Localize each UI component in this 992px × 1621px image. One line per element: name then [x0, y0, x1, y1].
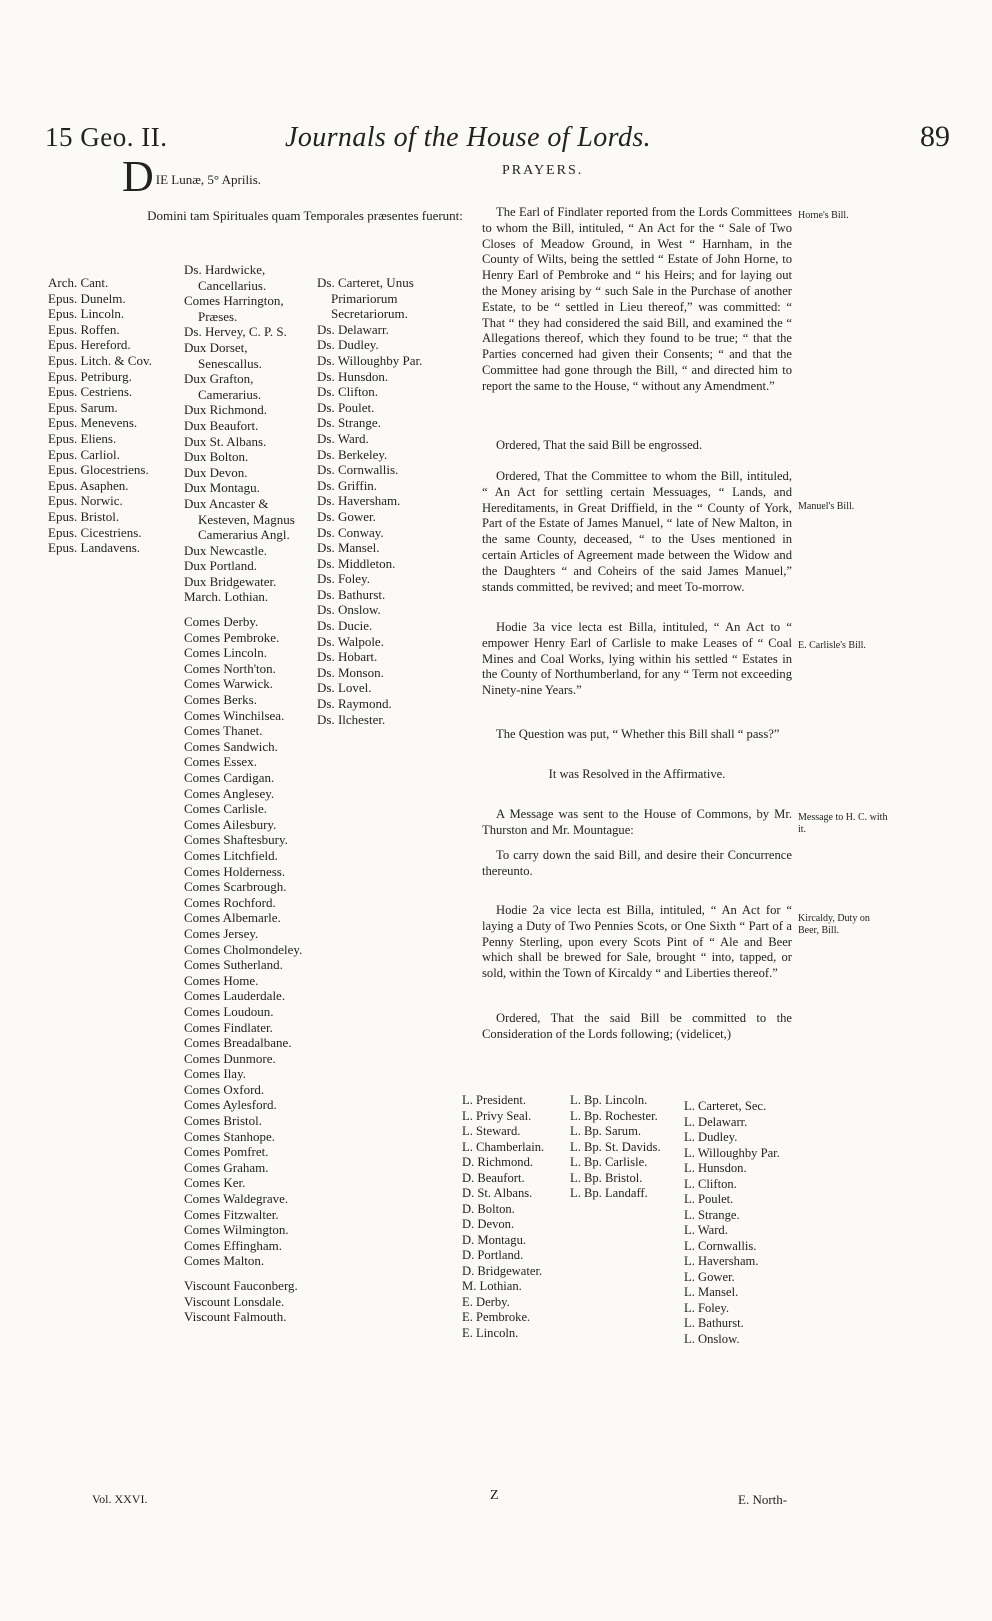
committee-baron: L. Onslow. [684, 1331, 740, 1346]
committee-baron: L. Strange. [684, 1207, 740, 1222]
horne-bill-order: Ordered, That the said Bill be engrossed. [496, 438, 703, 452]
manuel-bill-order: Ordered, That the Committee to whom the Bill, intituled, “ An Act for settling certain Messuages, “ Lands, and Hereditaments, in Great Driffield, in the “ County of York, Part of the Estate of James Manuel, “ late of New Malton, in the same County, deceased, “ to the Uses mentioned in certain Articles of Agreement made between the Widow and the Daughters “ and Coheirs of the said James Manuel,” stands committed, be revived; and meet To-morrow. [482, 469, 792, 594]
temporal-lords-list [184, 262, 314, 1325]
earl-entry: Comes Oxford. [184, 1081, 265, 1097]
committee-lord: L. Steward. [462, 1124, 521, 1138]
bishop-entry: Epus. Bristol. [48, 508, 120, 524]
duke-entry: Dux Montagu. [184, 480, 260, 496]
duke-entry: Dux Beaufort. [184, 417, 259, 433]
earl-entry: Comes Breadalbane. [184, 1035, 292, 1051]
committee-lord: L. Chamberlain. [462, 1139, 545, 1154]
earl-entry: Comes Lincoln. [184, 645, 268, 661]
earl-entry: Comes Findlater. [184, 1019, 273, 1035]
baron-entry: Ds. Willoughby Par. [317, 352, 423, 368]
committee-bishop: L. Bp. Bristol. [570, 1170, 643, 1185]
committee-bishop: L. Bp. Rochester. [570, 1108, 658, 1123]
committee-lord: D. Bolton. [462, 1201, 515, 1216]
baron-entry: Ds. Mansel. [317, 540, 380, 556]
bishop-entry: Epus. Glocestriens. [48, 462, 149, 478]
earl-entry: Comes Ailesbury. [184, 816, 277, 832]
committee-lord: L. President. [462, 1093, 527, 1107]
earl-entry: Comes Effingham. [184, 1237, 282, 1253]
baron-entry: Ds. Ward. [317, 430, 369, 446]
earl-entry: Comes Sutherland. [184, 957, 283, 973]
earl-entry: Comes Aylesford. [184, 1097, 277, 1113]
committee-baron: L. Poulet. [684, 1192, 734, 1206]
committee-baron: L. Hunsdon. [684, 1161, 747, 1175]
earl-entry: Comes Carlisle. [184, 801, 268, 817]
baron-entry: Ds. Walpole. [317, 633, 384, 649]
baron-entry: Ds. Berkeley. [317, 446, 388, 462]
duke-entry: Ds. Hardwicke, Cancellarius. [184, 262, 267, 293]
earl-entry: Comes Bristol. [184, 1113, 263, 1129]
committee-baron: L. Gower. [684, 1269, 735, 1284]
committee-lord: E. Lincoln. [462, 1325, 519, 1340]
drop-cap: D [122, 152, 154, 201]
baron-entry: Ds. Middleton. [317, 555, 396, 571]
question-put: The Question was put, “ Whether this Bill shall “ pass?” [496, 727, 780, 741]
committee-lord: D. Bridgewater. [462, 1263, 543, 1278]
earl-entry: Comes Anglesey. [184, 785, 275, 801]
margin-note-manuel: Manuel's Bill. [798, 501, 855, 512]
attendance-heading: Domini tam Spirituales quam Temporales præsentes fuerunt: [147, 208, 463, 223]
bishop-entry: Epus. Norwic. [48, 493, 123, 509]
committee-lord: D. Devon. [462, 1217, 515, 1231]
bishop-entry: Epus. Menevens. [48, 415, 138, 431]
earl-entry: Comes Dunmore. [184, 1050, 276, 1066]
duke-entry: Dux Bridgewater. [184, 573, 277, 589]
committee-baron: L. Mansel. [684, 1285, 739, 1299]
committee-lord: M. Lothian. [462, 1279, 522, 1293]
committee-baron: L. Haversham. [684, 1254, 759, 1268]
earl-entry: Comes Berks. [184, 692, 257, 708]
bishop-entry: Epus. Hereford. [48, 337, 131, 353]
earl-entry: Comes Cardigan. [184, 770, 275, 785]
baron-entry: Ds. Cornwallis. [317, 462, 399, 478]
committee-baron: L. Dudley. [684, 1130, 738, 1144]
earl-entry: Comes Ilay. [184, 1066, 246, 1082]
earl-entry: Comes Lauderdale. [184, 988, 286, 1004]
earl-entry: Comes Jersey. [184, 925, 259, 941]
baron-entry: Ds. Onslow. [317, 602, 381, 618]
committee-lord: E. Pembroke. [462, 1310, 531, 1324]
bishop-entry: Epus. Lincoln. [48, 306, 125, 322]
baron-entry: Ds. Clifton. [317, 384, 379, 400]
committee-baron: L. Carteret, Sec. [684, 1099, 767, 1113]
earl-entry: Comes Pomfret. [184, 1144, 269, 1160]
earl-entry: Comes Sandwich. [184, 738, 278, 754]
earl-entry: Comes Winchilsea. [184, 707, 285, 723]
bishop-entry: Epus. Landavens. [48, 540, 141, 556]
bishop-entry: Epus. Asaphen. [48, 477, 129, 493]
viscount-entry: Viscount Fauconberg. [184, 1278, 298, 1293]
earl-entry: Comes Scarbrough. [184, 879, 287, 895]
committal-order: Ordered, That the said Bill be committed to the Consideration of the Lords following; (videlicet,) [482, 1011, 792, 1041]
horne-bill-report: The Earl of Findlater reported from the Lords Committees to whom the Bill, intituled, “ An Act for the “ Sale of Two Closes of Meadow Ground, in West “ Harnham, in the County of Wilts, being the settled “ Estate of John Horne, to Henry Earl of Pembroke and “ his Heirs; and for laying out the Money arising by “ such Sale in the Purchase of another Estate, to be “ settled in Lieu thereof,” was committed: “ That “ they had considered the said Bill, and examined the “ Allegations thereof, which they found to be true; “ that the Parties concerned had given their Consents; “ and that the Committee had gone through the Bill, “ and directed him to report the same to the House, “ without any Amendment.” [482, 205, 792, 393]
earl-entry: Comes Waldegrave. [184, 1191, 289, 1207]
duke-entry: Dux Ancaster & Kesteven, Magnus Camerarius Angl. [184, 495, 295, 543]
earl-entry: Comes Malton. [184, 1253, 265, 1269]
baron-entry: Ds. Delawarr. [317, 321, 389, 337]
earl-entry: Comes Litchfield. [184, 847, 278, 863]
earl-entry: Comes Pembroke. [184, 629, 280, 645]
baron-entry: Ds. Foley. [317, 571, 370, 587]
baron-entry: Ds. Hunsdon. [317, 368, 389, 384]
kircaldy-bill-reading: Hodie 2a vice lecta est Billa, intituled, “ An Act for “ laying a Duty of Two Pennies Scots, or One Sixth “ Part of a Penny Sterling, upon every Scots Pint of “ Ale and Beer which shall be brewed for Sale, brought “ into, tapped, or sold, within the Town of Kircaldy “ and Liberties thereof.” [482, 903, 792, 981]
earl-entry: Comes Loudoun. [184, 1003, 274, 1019]
committee-column-barons [684, 1099, 780, 1347]
duke-entry: March. Lothian. [184, 589, 269, 605]
committee-bishop: L. Bp. Carlisle. [570, 1155, 648, 1169]
duke-entry: Dux St. Albans. [184, 433, 267, 449]
baron-entry: Ds. Conway. [317, 524, 384, 540]
committee-bishop: L. Bp. St. Davids. [570, 1139, 661, 1154]
message-purpose: To carry down the said Bill, and desire their Concurrence thereunto. [482, 848, 792, 878]
margin-note-kircaldy: Kircaldy, Duty on Beer, Bill. [798, 913, 870, 936]
committee-lord: E. Derby. [462, 1294, 510, 1309]
bishop-entry: Epus. Carliol. [48, 446, 120, 462]
margin-note-horne: Horne's Bill. [798, 210, 849, 221]
baron-entry: Ds. Strange. [317, 415, 381, 431]
baron-entry: Ds. Haversham. [317, 493, 401, 509]
viscount-entry: Viscount Falmouth. [184, 1309, 287, 1325]
barons-list [317, 275, 447, 727]
duke-entry: Dux Newcastle. [184, 542, 268, 558]
committee-baron: L. Delawarr. [684, 1114, 748, 1129]
bishop-entry: Epus. Cestriens. [48, 384, 133, 400]
committee-bishop: L. Bp. Landaff. [570, 1186, 648, 1200]
earl-entry: Comes Essex. [184, 754, 257, 770]
baron-entry: Ds. Ilchester. [317, 711, 386, 727]
date-text: IE Lunæ, 5° Aprilis. [155, 172, 262, 187]
committee-lord: L. Privy Seal. [462, 1108, 532, 1123]
committee-baron: L. Cornwallis. [684, 1238, 757, 1253]
bishop-entry: Epus. Sarum. [48, 399, 118, 415]
duke-entry: Dux Dorset, Senescallus. [184, 339, 262, 371]
committee-lord: D. Portland. [462, 1248, 524, 1262]
bishop-entry: Epus. Petriburg. [48, 368, 132, 384]
bishop-entry: Epus. Cicestriens. [48, 524, 142, 540]
baron-entry: Ds. Bathurst. [317, 586, 386, 602]
earl-entry: Comes Fitzwalter. [184, 1206, 279, 1222]
catchword: E. North- [738, 1492, 788, 1507]
resolution: It was Resolved in the Affirmative. [548, 767, 726, 781]
baron-entry: Ds. Lovel. [317, 680, 372, 696]
earl-entry: Comes Wilmington. [184, 1222, 289, 1238]
committee-lord: D. St. Albans. [462, 1186, 533, 1200]
baron-entry: Ds. Raymond. [317, 696, 392, 712]
committee-lord: D. Richmond. [462, 1155, 534, 1169]
page-number: 89 [920, 120, 950, 153]
baron-entry: Ds. Poulet. [317, 399, 375, 415]
earl-entry: Comes Derby. [184, 614, 259, 630]
baron-entry: Ds. Ducie. [317, 618, 373, 634]
earl-entry: Comes Rochford. [184, 894, 276, 910]
committee-column-officers [462, 1093, 544, 1341]
bishop-entry: Epus. Eliens. [48, 430, 117, 446]
duke-entry: Comes Harrington, Præses. [184, 293, 284, 324]
bishop-entry: Epus. Dunelm. [48, 290, 126, 306]
duke-entry: Dux Portland. [184, 558, 257, 574]
earl-entry: Comes Shaftesbury. [184, 832, 288, 848]
earl-entry: Comes Albemarle. [184, 910, 281, 926]
bishop-entry: Arch. Cant. [48, 275, 109, 290]
sitting-date [122, 152, 262, 201]
signature-mark: Z [490, 1488, 499, 1503]
earl-entry: Comes North'ton. [184, 660, 276, 676]
prayers-heading: PRAYERS. [502, 163, 584, 178]
earl-entry: Comes Ker. [184, 1175, 246, 1191]
earl-entry: Comes Holderness. [184, 863, 286, 879]
earl-entry: Comes Cholmondeley. [184, 941, 303, 957]
bishops-list [48, 275, 176, 556]
bishop-entry: Epus. Litch. & Cov. [48, 352, 152, 368]
committee-lord: D. Montagu. [462, 1232, 527, 1247]
committee-baron: L. Willoughby Par. [684, 1145, 780, 1160]
regnal-year: 15 Geo. II. [45, 122, 168, 152]
committee-bishop: L. Bp. Sarum. [570, 1124, 642, 1138]
committee-baron: L. Bathurst. [684, 1316, 744, 1330]
duke-entry: Dux Grafton, Camerarius. [184, 371, 262, 402]
committee-baron: L. Clifton. [684, 1176, 737, 1191]
duke-entry: Dux Bolton. [184, 449, 249, 465]
baron-entry: Ds. Griffin. [317, 477, 378, 493]
committee-bishop: L. Bp. Lincoln. [570, 1093, 648, 1107]
message-to-commons: A Message was sent to the House of Commons, by Mr. Thurston and Mr. Mountague: [482, 807, 792, 837]
viscount-entry: Viscount Lonsdale. [184, 1293, 285, 1309]
committee-column-bishops [570, 1093, 661, 1202]
page-header [45, 118, 950, 158]
margin-note-carlisle: E. Carlisle's Bill. [798, 640, 866, 651]
bishop-entry: Epus. Roffen. [48, 321, 120, 337]
carlisle-bill-reading: Hodie 3a vice lecta est Billa, intituled, “ An Act to “ empower Henry Earl of Carlisle to make Leases of “ Coal Mines and Coal Works, lying within his settled “ Estates in the County of Northumberland, for any “ Term not exceeding Ninety-nine Years.” [482, 620, 792, 698]
earl-entry: Comes Stanhope. [184, 1128, 275, 1144]
baron-entry: Ds. Hobart. [317, 649, 378, 665]
journal-title: Journals of the House of Lords. [285, 122, 652, 153]
earl-entry: Comes Home. [184, 972, 259, 988]
earl-entry: Comes Graham. [184, 1159, 269, 1175]
baron-entry: Ds. Monson. [317, 664, 384, 680]
committee-lord: D. Beaufort. [462, 1170, 525, 1185]
baron-entry: Ds. Gower. [317, 508, 376, 524]
duke-entry: Ds. Hervey, C. P. S. [184, 324, 287, 340]
committee-baron: L. Foley. [684, 1300, 730, 1315]
baron-entry: Ds. Dudley. [317, 337, 379, 353]
baron-entry: Ds. Carteret, Unus Primariorum Secretariorum. [317, 275, 414, 322]
earl-entry: Comes Thanet. [184, 723, 263, 739]
volume-label: Vol. XXVI. [92, 1492, 148, 1506]
duke-entry: Dux Devon. [184, 464, 248, 480]
committee-baron: L. Ward. [684, 1223, 728, 1237]
margin-note-message: Message to H. C. with it. [798, 812, 888, 835]
earl-entry: Comes Warwick. [184, 676, 273, 692]
duke-entry: Dux Richmond. [184, 402, 268, 418]
